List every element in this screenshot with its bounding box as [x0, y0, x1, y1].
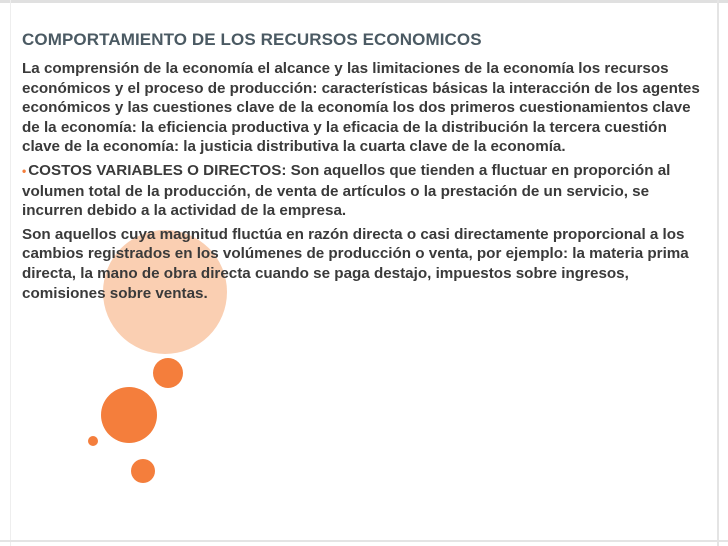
paragraph-costos-variables — [22, 161, 706, 221]
decorative-circle-large — [101, 387, 157, 443]
top-border — [0, 0, 728, 3]
decorative-circle-bottom — [131, 459, 155, 483]
decorative-circle-small — [88, 436, 98, 446]
paragraph-costos-variables-text: COSTOS VARIABLES O DIRECTOS: Son aquellos que tienden a fluctuar en proporción al volumen total de la producción, de venta de artículos o la prestación de un servicio, se incurren debido a la actividad de la empresa. — [22, 161, 671, 220]
slide-title: COMPORTAMIENTO DE LOS RECURSOS ECONOMICOS — [22, 30, 482, 49]
left-border — [10, 0, 11, 546]
bottom-border — [0, 540, 728, 542]
paragraph-intro: La comprensión de la economía el alcance y las limitaciones de la economía los recursos económicos y el proceso de producción: características básicas la interacción de los agentes económicos y las cuestiones clave de la economía los dos primeros cuestionamientos clave de la economía: la eficiencia productiva y la eficacia de la distribución la tercera cuestión clave de la economía: la justicia distributiva la cuarta clave de la economía. — [22, 60, 700, 156]
decorative-circle-medium — [153, 358, 183, 388]
paragraph-definicion: Son aquellos cuya magnitud fluctúa en razón directa o casi directamente proporcional a los cambios registrados en los volúmenes de producción o venta, por ejemplo: la materia prima directa, la mano de obra directa cuando se paga destajo, impuestos sobre ingresos, comisiones sobre ventas. — [22, 225, 689, 302]
slide-content — [22, 30, 706, 307]
bullet-icon: • — [22, 163, 27, 178]
right-border — [717, 0, 719, 546]
